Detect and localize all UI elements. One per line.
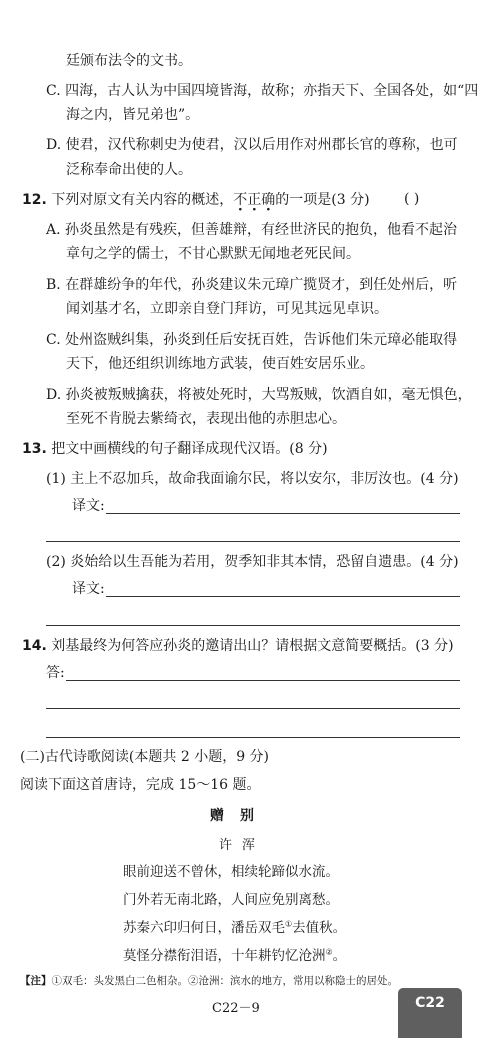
q13-number: 13. — [22, 441, 47, 457]
answer-line[interactable] — [46, 708, 460, 709]
q11-prev-line: 廷颁布法令的文书。 — [66, 53, 192, 69]
poem-line-4 — [123, 944, 346, 964]
section-intro: 阅读下面这首唐诗，完成 15～16 题。 — [20, 777, 261, 793]
q12-option-b-line2: 闻刘基才名，立即亲自登门拜访，可见其远见卓识。 — [66, 301, 388, 317]
q12-stem-text-a: 下列对原文有关内容的概述， — [51, 192, 234, 208]
poem-line-1: 眼前迎送不曾休，相续轮蹄似水流。 — [123, 864, 339, 880]
q12-emphasis-char: 不 — [233, 192, 248, 208]
footnote-marker: ② — [325, 947, 333, 957]
page-number: C22－9 — [212, 1001, 260, 1016]
poem-note — [20, 973, 398, 988]
answer-line[interactable] — [46, 541, 460, 542]
q11-option-c-line1: C. 四海，古人认为中国四境皆海，故称；亦指天下、全国各处，如“四 — [46, 83, 479, 99]
q12-option-d-line1: D. 孙炎被叛贼擒获，将被处死时，大骂叛贼，饮酒自如，毫无惧色， — [46, 387, 472, 403]
section-heading: (二)古代诗歌阅读(本题共 2 小题，9 分) — [20, 749, 270, 765]
q11-option-c-line2: 海之内，皆兄弟也”。 — [66, 107, 200, 123]
poem-line-4-text-a: 莫怪分襟衔泪语，十年耕钓忆沧洲 — [123, 948, 326, 964]
q12-stem — [22, 191, 370, 209]
poem-title: 赠别 — [210, 808, 270, 824]
q12-number: 12. — [22, 192, 47, 208]
answer-line[interactable] — [46, 737, 460, 738]
answer-line[interactable] — [46, 625, 460, 626]
poem-line-2: 门外若无南北路，人间应免别离愁。 — [123, 892, 339, 908]
q14-answer-label: 答: — [46, 665, 65, 681]
section-tab: C22 — [398, 988, 462, 1038]
q12-emphasis-char: 确 — [261, 192, 276, 208]
q12-stem-text-b: 的一项是(3 分) — [275, 192, 370, 208]
q13-translation-label-1: 译文: — [72, 498, 105, 514]
poem-line-3-text-b: 去值秋。 — [292, 920, 347, 936]
q12-option-a-line1: A. 孙炎虽然是有残疾，但善雄辩，有经世济民的抱负，他看不起治 — [46, 222, 458, 238]
answer-line[interactable] — [66, 680, 460, 681]
note-label: 【注】 — [20, 975, 52, 987]
poem-line-3 — [123, 916, 346, 936]
q14-number: 14. — [22, 638, 47, 654]
answer-line[interactable] — [106, 596, 460, 597]
footnote-marker: ① — [285, 919, 293, 929]
q11-option-d-line1: D. 使君，汉代称刺史为使君，汉以后用作对州郡长官的尊称，也可 — [46, 137, 458, 153]
poem-author: 许浑 — [219, 838, 266, 853]
q13-stem-text: 把文中画横线的句子翻译成现代汉语。(8 分) — [51, 441, 328, 457]
q12-option-b-line1: B. 在群雄纷争的年代，孙炎建议朱元璋广揽贤才，到任处州后，听 — [46, 277, 458, 293]
poem-line-3-text-a: 苏秦六印归何日，潘岳双毛 — [123, 920, 285, 936]
answer-line[interactable] — [106, 513, 460, 514]
q12-option-c-line2: 天下，他还组织训练地方武装，使百姓安居乐业。 — [66, 356, 374, 372]
q12-option-c-line1: C. 处州盗贼纠集，孙炎到任后安抚百姓，告诉他们朱元璋必能取得 — [46, 332, 458, 348]
q12-answer-bracket: ( ) — [404, 191, 420, 207]
q13-translation-label-2: 译文: — [72, 581, 105, 597]
q13-sentence-2: (2) 炎始给以生吾能为若用，贺季知非其本情，恐留自遗患。(4 分) — [46, 554, 459, 570]
q11-option-d-line2: 泛称奉命出使的人。 — [66, 162, 192, 178]
q12-option-a-line2: 章句之学的儒士，不甘心默默无闻地老死民间。 — [66, 246, 360, 262]
q13-sentence-1: (1) 主上不忍加兵，故命我面谕尔民，将以安尔，非厉汝也。(4 分) — [46, 471, 459, 487]
q14-stem — [22, 637, 454, 655]
note-text: ①双毛：头发黑白二色相杂。②沧洲：滨水的地方，常用以称隐士的居处。 — [51, 975, 398, 987]
q12-option-d-line2: 至死不肯脱去紫绮衣，表现出他的赤胆忠心。 — [66, 411, 346, 427]
q13-stem — [22, 440, 328, 458]
q14-stem-text: 刘基最终为何答应孙炎的邀请出山？请根据文意简要概括。(3 分) — [51, 638, 454, 654]
q12-emphasis-char: 正 — [247, 192, 262, 208]
poem-line-4-text-b: 。 — [332, 948, 347, 964]
